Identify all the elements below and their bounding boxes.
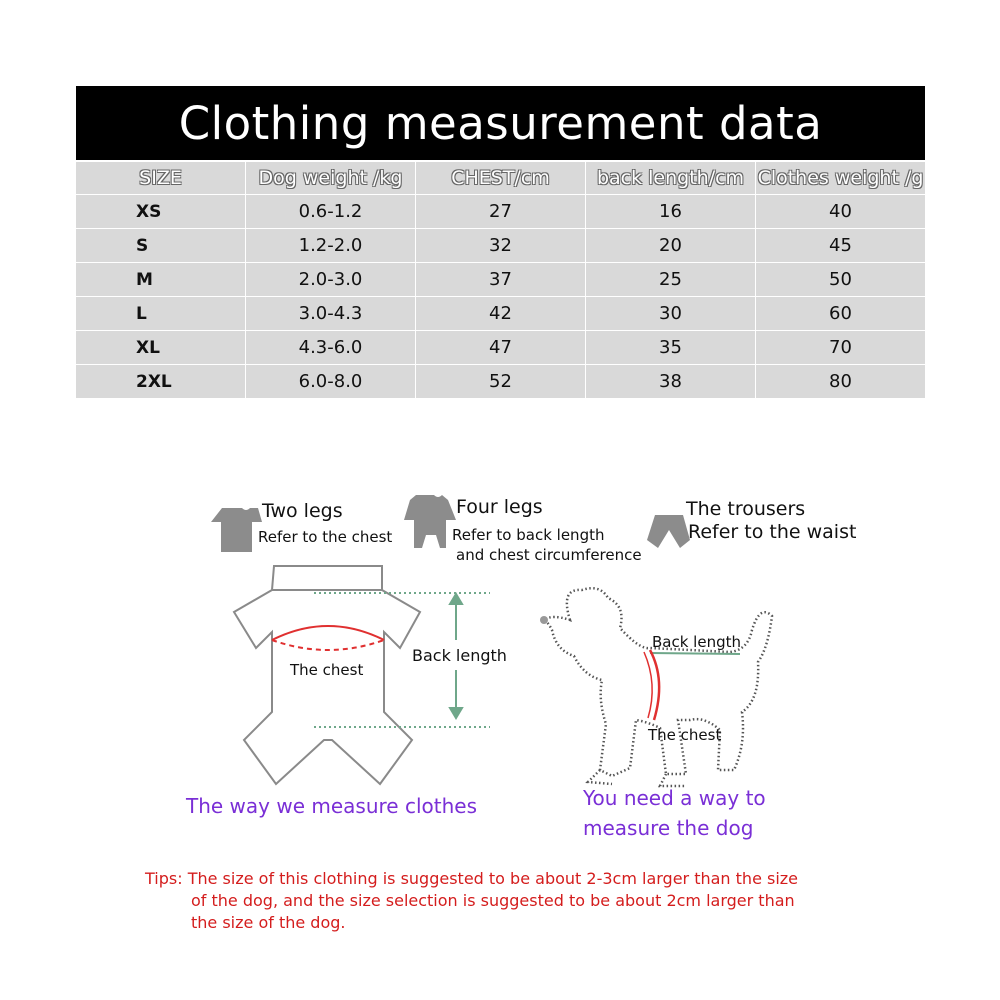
cell-back-length: 25 [586, 263, 756, 297]
cell-size: M [76, 263, 246, 297]
clothes-caption: The way we measure clothes [186, 794, 477, 818]
dog-chest-label: The chest [648, 726, 722, 744]
cell-dog-weight: 4.3-6.0 [246, 331, 416, 365]
cell-dog-weight: 6.0-8.0 [246, 365, 416, 399]
cell-clothes-weight: 50 [756, 263, 925, 297]
cell-size: XS [76, 195, 246, 229]
cell-dog-weight: 1.2-2.0 [246, 229, 416, 263]
dog-caption-line1: You need a way to [583, 786, 766, 810]
cell-clothes-weight: 40 [756, 195, 925, 229]
cell-back-length: 20 [586, 229, 756, 263]
four-legs-desc-line2: and chest circumference [456, 546, 642, 564]
cell-clothes-weight: 80 [756, 365, 925, 399]
cell-chest: 27 [416, 195, 586, 229]
dog-back-length-label: Back length [652, 633, 741, 651]
tips-line-3: the size of the dog. [191, 913, 346, 932]
cell-dog-weight: 3.0-4.3 [246, 297, 416, 331]
clothes-chest-measure [272, 626, 384, 650]
cell-back-length: 35 [586, 331, 756, 365]
two-legs-title: Two legs [262, 500, 343, 522]
header-clothes-weight: Clothes weight /g [756, 162, 925, 195]
two-legs-shirt-icon [211, 508, 262, 552]
header-size: SIZE [76, 162, 246, 195]
cell-back-length: 30 [586, 297, 756, 331]
dog-back-length-line [650, 653, 740, 654]
trousers-icon [647, 515, 690, 548]
cell-back-length: 38 [586, 365, 756, 399]
cell-dog-weight: 0.6-1.2 [246, 195, 416, 229]
tips-line-1: Tips: The size of this clothing is suggested to be about 2-3cm larger than the size [145, 869, 799, 888]
tips-note [145, 868, 905, 934]
header-back-length: back length/cm [586, 162, 756, 195]
tips-line-2: of the dog, and the size selection is suggested to be about 2cm larger than [191, 891, 795, 910]
cell-clothes-weight: 70 [756, 331, 925, 365]
cell-back-length: 16 [586, 195, 756, 229]
cell-chest: 37 [416, 263, 586, 297]
dog-nose-icon [540, 616, 548, 624]
cell-size: S [76, 229, 246, 263]
four-legs-title: Four legs [456, 496, 543, 518]
clothes-back-length-label: Back length [412, 646, 507, 665]
dog-caption-line2: measure the dog [583, 816, 754, 840]
trousers-desc: Refer to the waist [688, 521, 857, 543]
cell-dog-weight: 2.0-3.0 [246, 263, 416, 297]
four-legs-suit-icon [404, 495, 456, 548]
trousers-title: The trousers [686, 498, 806, 520]
page-title: Clothing measurement data [76, 86, 925, 160]
clothes-chest-label: The chest [290, 661, 364, 679]
cell-chest: 32 [416, 229, 586, 263]
cell-size: XL [76, 331, 246, 365]
cell-size: 2XL [76, 365, 246, 399]
cell-chest: 52 [416, 365, 586, 399]
two-legs-desc: Refer to the chest [258, 528, 393, 546]
cell-clothes-weight: 45 [756, 229, 925, 263]
cell-chest: 42 [416, 297, 586, 331]
cell-clothes-weight: 60 [756, 297, 925, 331]
cell-chest: 47 [416, 331, 586, 365]
header-chest: CHEST/cm [416, 162, 586, 195]
cell-size: L [76, 297, 246, 331]
header-dog-weight: Dog weight /kg [246, 162, 416, 195]
four-legs-desc-line1: Refer to back length [452, 526, 605, 544]
